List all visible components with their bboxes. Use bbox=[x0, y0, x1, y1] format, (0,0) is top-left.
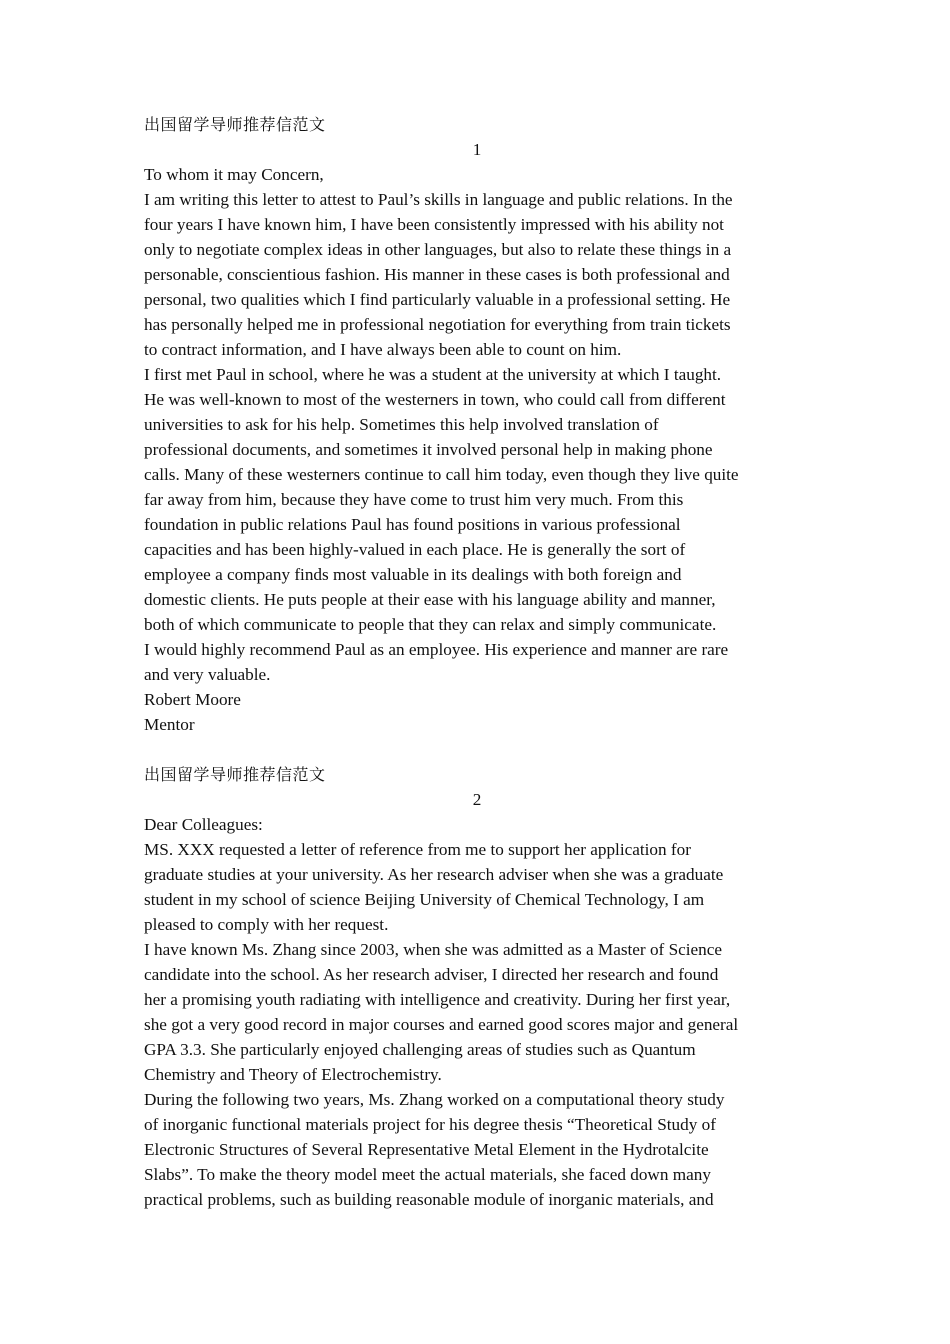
body-line: MS. XXX requested a letter of reference from me to support her application for bbox=[144, 840, 691, 859]
letter-number: 2 bbox=[472, 790, 482, 809]
body-line: calls. Many of these westerners continue to call him today, even though they live quite bbox=[144, 465, 739, 484]
body-line: foundation in public relations Paul has found positions in various professional bbox=[144, 515, 681, 534]
body-line: of inorganic functional materials project for his degree thesis “Theoretical Study of bbox=[144, 1115, 716, 1134]
body-line: Slabs”. To make the theory model meet the actual materials, she faced down many bbox=[144, 1165, 711, 1184]
body-line: GPA 3.3. She particularly enjoyed challenging areas of studies such as Quantum bbox=[144, 1040, 696, 1059]
body-line: far away from him, because they have come to trust him very much. From this bbox=[144, 490, 684, 509]
body-line: I have known Ms. Zhang since 2003, when she was admitted as a Master of Science bbox=[144, 940, 723, 959]
body-line: professional documents, and sometimes it involved personal help in making phone bbox=[144, 440, 713, 459]
body-line: I would highly recommend Paul as an employee. His experience and manner are rare bbox=[144, 640, 729, 659]
body-line: I first met Paul in school, where he was a student at the university at which I taught. bbox=[144, 365, 722, 384]
body-line: to contract information, and I have always been able to count on him. bbox=[144, 340, 622, 359]
body-line: Chemistry and Theory of Electrochemistry. bbox=[144, 1065, 442, 1084]
section-spacer bbox=[144, 737, 810, 762]
body-line: universities to ask for his help. Sometimes this help involved translation of bbox=[144, 415, 659, 434]
body-line: Electronic Structures of Several Representative Metal Element in the Hydrotalcite bbox=[144, 1140, 709, 1159]
body-line: she got a very good record in major courses and earned good scores major and general bbox=[144, 1015, 739, 1034]
letter-number: 1 bbox=[472, 140, 482, 159]
body-line: capacities and has been highly-valued in each place. He is generally the sort of bbox=[144, 540, 686, 559]
body-line: pleased to comply with her request. bbox=[144, 915, 389, 934]
body-line: and very valuable. bbox=[144, 665, 271, 684]
body-line: student in my school of science Beijing University of Chemical Technology, I am bbox=[144, 890, 705, 909]
signature-name: Robert Moore bbox=[144, 690, 241, 709]
body-line: practical problems, such as building reasonable module of inorganic materials, and bbox=[144, 1190, 714, 1209]
body-line: personable, conscientious fashion. His manner in these cases is both professional and bbox=[144, 265, 730, 284]
letter-1 bbox=[144, 112, 810, 737]
body-line: candidate into the school. As her research adviser, I directed her research and found bbox=[144, 965, 719, 984]
body-line: only to negotiate complex ideas in other languages, but also to relate these things in a bbox=[144, 240, 732, 259]
letter-body bbox=[144, 812, 810, 1212]
body-line: During the following two years, Ms. Zhang worked on a computational theory study bbox=[144, 1090, 725, 1109]
signature-title: Mentor bbox=[144, 715, 195, 734]
body-line: personal, two qualities which I find particularly valuable in a professional setting. He bbox=[144, 290, 731, 309]
body-line: He was well-known to most of the westerners in town, who could call from different bbox=[144, 390, 726, 409]
body-line: I am writing this letter to attest to Paul’s skills in language and public relations. In the bbox=[144, 190, 733, 209]
salutation: To whom it may Concern, bbox=[144, 165, 324, 184]
body-line: her a promising youth radiating with intelligence and creativity. During her first year, bbox=[144, 990, 731, 1009]
body-line: employee a company finds most valuable in its dealings with both foreign and bbox=[144, 565, 682, 584]
letter-body bbox=[144, 162, 810, 737]
document-page bbox=[144, 112, 810, 1212]
salutation: Dear Colleagues: bbox=[144, 815, 263, 834]
letter-heading: 出国留学导师推荐信范文 bbox=[144, 115, 326, 134]
body-line: domestic clients. He puts people at their ease with his language ability and manner, bbox=[144, 590, 716, 609]
body-line: graduate studies at your university. As her research adviser when she was a graduate bbox=[144, 865, 724, 884]
letter-heading: 出国留学导师推荐信范文 bbox=[144, 765, 326, 784]
body-line: both of which communicate to people that they can relax and simply communicate. bbox=[144, 615, 717, 634]
body-line: four years I have known him, I have been consistently impressed with his ability not bbox=[144, 215, 724, 234]
letter-2 bbox=[144, 762, 810, 1212]
body-line: has personally helped me in professional negotiation for everything from train tickets bbox=[144, 315, 731, 334]
